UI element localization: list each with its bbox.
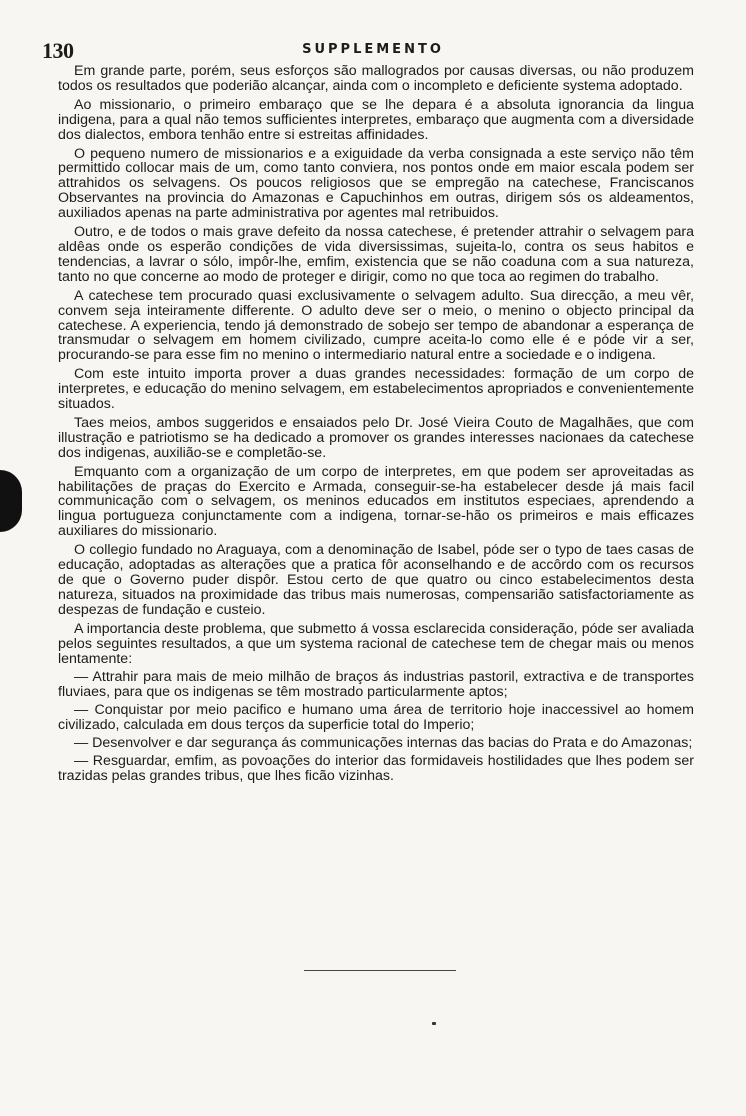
paragraph: Emquanto com a organização de um corpo de interpretes, em que podem ser aproveitadas as habilitações de praças do Exercito e Armada, conseguir-se-ha estabelecer desde já mais facil communicação com o selvagem, os meninos educados em institutos especiaes, aprendendo a lingua portugueza conjunctamente com a indigena, tornar-se-hão os primeiros e mais efficazes auxiliares do missionario. [58, 463, 694, 540]
page-number: 130 [42, 38, 74, 63]
body-text [58, 64, 694, 787]
paragraph: A importancia deste problema, que submetto á vossa esclarecida consideração, póde ser avaliada pelos seguintes resultados, a que um systema racional de catechese tem de chegar mais ou menos lentamente: [58, 620, 694, 667]
list-item: — Attrahir para mais de meio milhão de braços ás industrias pastoril, extractiva e de transportes fluviaes, para que os indigenas se têm mostrado particularmente aptos; [58, 669, 694, 701]
paragraph: Com este intuito importa prover a duas grandes necessidades: formação de um corpo de interpretes, e educação do menino selvagem, em estabelecimentos apropriados e convenientemente situados. [58, 366, 694, 413]
paragraph: Ao missionario, o primeiro embaraço que se lhe depara é a absoluta ignorancia da lingua indigena, para a qual não temos sufficientes interpretes, embaraço que augmenta com a diversidade dos dialectos, embora tenhão entre si estreitas affinidades. [58, 96, 694, 143]
paragraph: Em grande parte, porém, seus esforços são mallogrados por causas diversas, ou não produzem todos os resultados que poderião alcançar, ainda com o incompleto e deficiente systema adoptado. [58, 63, 694, 94]
list-item: — Resguardar, emfim, as povoações do interior das formidaveis hostilidades que lhes podem ser trazidas pelas grandes tribus, que lhes ficão vizinhas. [58, 752, 694, 784]
paragraph: Taes meios, ambos suggeridos e ensaiados pelo Dr. José Vieira Couto de Magalhães, que com illustração e patriotismo se ha dedicado a promover os grandes interesses nacionaes da catechese dos indigenas, auxilião-se e completão-se. [58, 414, 694, 461]
list-item: — Conquistar por meio pacifico e humano uma área de territorio hoje inaccessivel ao homem civilizado, calculada em dous terços da superficie total do Imperio; [58, 702, 694, 734]
paragraph: A catechese tem procurado quasi exclusivamente o selvagem adulto. Sua direcção, a meu vêr, convem seja inteiramente differente. O adulto deve ser o meio, o menino o objecto principal da catechese. A experiencia, tendo já demonstrado de sobejo ser tempo de abandonar a esperança de transmudar o selvagem em homem civilizado, cumpre aceita-lo como elle é e póde vir a ser, procurando-se para esse fim no menino o intermediario natural entre a sociedade e o indigena. [58, 287, 694, 364]
paragraph: Outro, e de todos o mais grave defeito da nossa catechese, é pretender attrahir o selvagem para aldêas onde os esperão condições de vida diversissimas, sujeita-lo, contra os seus habitos e tendencias, a lavrar o sólo, impôr-lhe, emfim, existencia que se não coaduna com a sua natureza, tanto no que concerne ao modo de proteger e dirigir, como no que toca ao regimen do trabalho. [58, 224, 694, 285]
paragraph: O collegio fundado no Araguaya, com a denominação de Isabel, póde ser o typo de taes casas de educação, adoptadas as alterações que a pratica fôr aconselhando e de accôrdo com os recursos de que o Governo puder dispôr. Estou certo de que quatro ou cinco estabelecimentos desta natureza, situados na proximidade das tribus mais numerosas, compensarião satisfactoriamente as despezas de fundação e custeio. [58, 542, 694, 618]
list-item: — Desenvolver e dar segurança ás communicações internas das bacias do Prata e do Amazonas; [74, 735, 693, 752]
results-list [58, 670, 694, 783]
page-header [32, 38, 714, 64]
binding-shadow [0, 470, 22, 532]
running-title: SUPPLEMENTO [302, 42, 444, 57]
ink-dot [432, 1022, 436, 1025]
section-rule [304, 970, 456, 971]
paragraph: O pequeno numero de missionarios e a exiguidade da verba consignada a este serviço não têm permittido collocar mais de um, como tanto conviera, nos pontos onde em maior escala podem ser attrahidos os selvagens. Os poucos religiosos que se empregão na catechese, Franciscanos Observantes na provincia do Amazonas e Capuchinhos em outras, dirigem sós os aldeamentos, auxiliados apenas na parte administrativa por agentes mal retribuidos. [58, 145, 694, 222]
